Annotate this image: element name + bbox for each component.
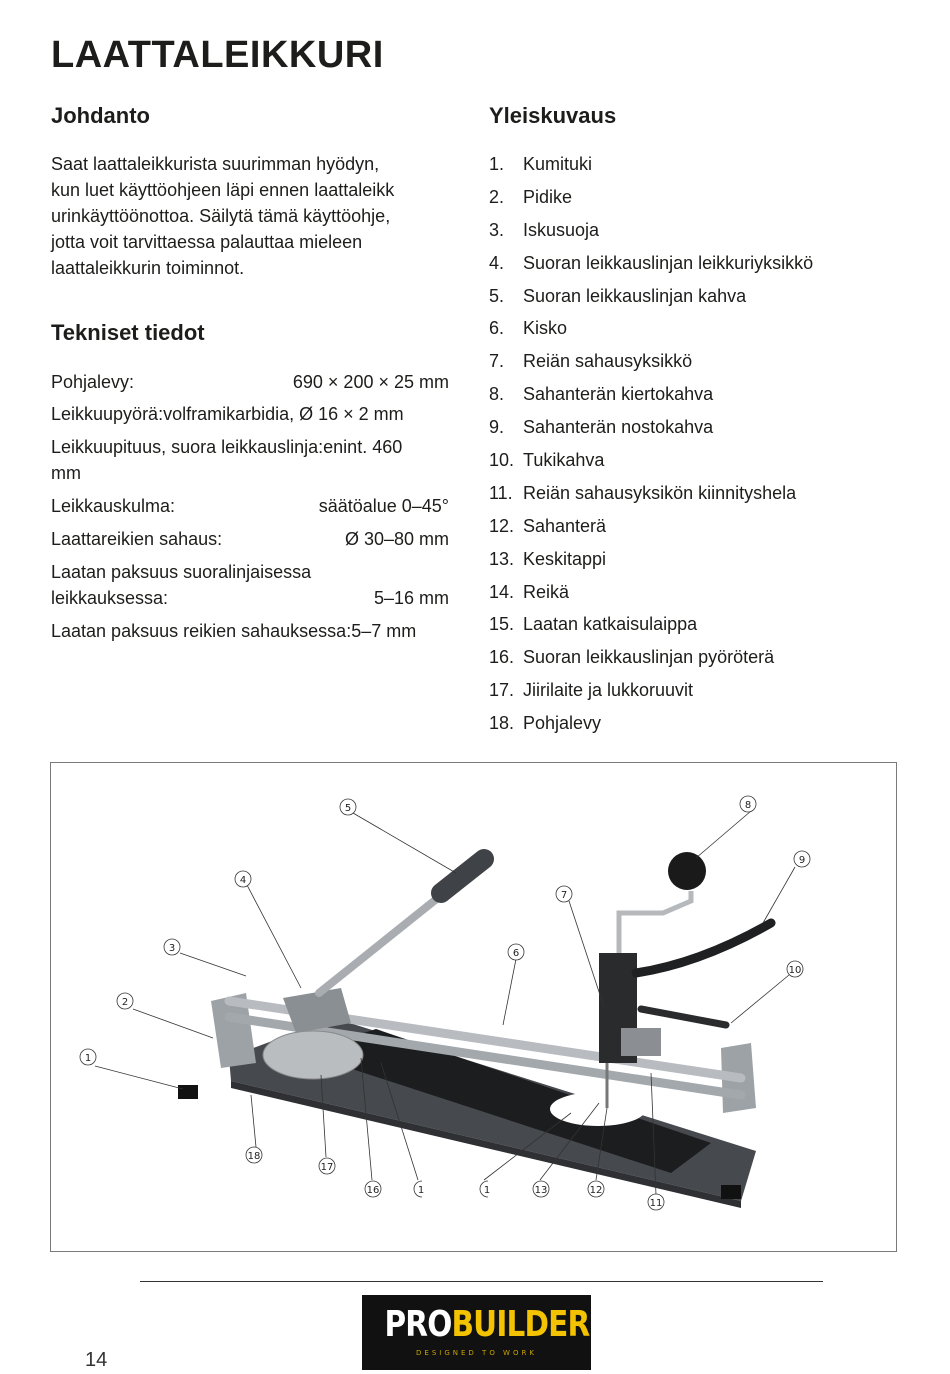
callout-11: [648, 1194, 664, 1210]
spec-label: Leikkuupituus, suora leikkauslinja:: [51, 437, 324, 457]
spec-row-hole-sawing: [51, 526, 449, 552]
callout-9: [794, 851, 810, 867]
callout-3: [164, 939, 180, 955]
spec-value: 5–16 mm: [373, 588, 449, 608]
callout-6: [508, 944, 524, 960]
callout-label: 5: [344, 803, 352, 814]
intro-line: laattaleikkurin toiminnot.: [51, 258, 245, 278]
callout-label: 16: [366, 1185, 380, 1196]
callout-label: 11: [649, 1198, 663, 1209]
spec-label: Leikkuupyörä:: [51, 404, 164, 424]
list-item: 3. Iskusuoja: [489, 219, 600, 240]
list-item: 2. Pidike: [489, 186, 573, 207]
logo-wordmark: PROBUILDER: [384, 1304, 590, 1345]
spec-row-base-plate: [51, 369, 449, 395]
spec-value: Ø 30–80 mm: [344, 529, 449, 549]
spec-row-cutting-angle: [51, 493, 449, 519]
callout-14-partial: [480, 1181, 490, 1197]
intro-line: jotta voit tarvittaessa palauttaa mieleen: [51, 232, 363, 252]
list-item: 16. Suoran leikkauslinjan pyöröterä: [489, 647, 775, 668]
list-item: 10. Tukikahva: [489, 450, 605, 471]
spec-value: säätöalue 0–45°: [318, 496, 449, 516]
spec-value: volframikarbidia, Ø 16 × 2 mm: [163, 404, 404, 424]
probuilder-logo: [362, 1295, 591, 1370]
spec-label: Laattareikien sahaus:: [51, 529, 223, 549]
callout-label: 6: [512, 948, 520, 959]
callout-16: [365, 1181, 381, 1197]
spec-value: enint. 460: [323, 437, 403, 457]
spec-label: Laatan paksuus reikien sahauksessa:: [51, 621, 352, 641]
callout-4: [235, 871, 251, 887]
intro-line: Saat laattaleikkurista suurimman hyödyn,: [51, 154, 380, 174]
callout-label: 3: [168, 943, 176, 954]
callout-1: [80, 1049, 96, 1065]
list-item: 15. Laatan katkaisulaippa: [489, 614, 698, 635]
intro-paragraph: [51, 151, 451, 281]
specs-heading: Tekniset tiedot: [51, 320, 205, 345]
callout-18: [246, 1147, 262, 1163]
callout-label: 2: [121, 997, 129, 1008]
list-item: 6. Kisko: [489, 318, 568, 339]
page-number: 14: [85, 1349, 108, 1371]
callout-label: 1: [483, 1185, 491, 1196]
figure-callouts: [51, 763, 898, 1253]
callout-13: [533, 1181, 549, 1197]
intro-line: kun luet käyttöohjeen läpi ennen laattaleikk: [51, 180, 395, 200]
list-item: 17. Jiirilaite ja lukkoruuvit: [489, 680, 694, 701]
spec-label: Pohjalevy:: [51, 372, 135, 392]
tile-cutter-figure: [50, 762, 897, 1252]
callout-label: 12: [589, 1185, 603, 1196]
callout-2: [117, 993, 133, 1009]
list-item: 9. Sahanterän nostokahva: [489, 417, 714, 438]
parts-list: [489, 150, 813, 742]
callout-label: 13: [534, 1185, 548, 1196]
list-item: 11. Reiän sahausyksikön kiinnityshela: [489, 482, 797, 503]
list-item: 13. Keskitappi: [489, 548, 607, 569]
overview-heading: Yleiskuvaus: [489, 103, 617, 128]
callout-label: 1: [417, 1185, 425, 1196]
spec-label: Laatan paksuus suoralinjaisessa: [51, 562, 312, 582]
spec-label: Leikkauskulma:: [51, 496, 176, 516]
list-item: 18. Pohjalevy: [489, 713, 602, 734]
intro-line: urinkäyttöönottoa. Säilytä tämä käyttöohje,: [51, 206, 391, 226]
list-item: 8. Sahanterän kiertokahva: [489, 384, 714, 405]
list-item: 7. Reiän sahausyksikkö: [489, 351, 693, 372]
logo-tagline: DESIGNED TO WORK: [416, 1349, 537, 1357]
list-item: 5. Suoran leikkauslinjan kahva: [489, 285, 747, 306]
spec-value: 5–7 mm: [351, 621, 417, 641]
list-item: 14. Reikä: [489, 581, 570, 602]
callout-17: [319, 1158, 335, 1174]
spec-label-continued: leikkauksessa:: [51, 588, 169, 608]
spec-value: 690 × 200 × 25 mm: [292, 372, 449, 392]
callout-label: 9: [798, 855, 806, 866]
list-item: 12. Sahanterä: [489, 515, 607, 536]
spec-row-cutting-wheel: [51, 401, 449, 427]
callout-label: 10: [788, 965, 802, 976]
page-title: LAATTALEIKKURI: [51, 34, 384, 76]
callout-label: 4: [239, 875, 247, 886]
spec-row-cutting-length: [51, 434, 449, 486]
callout-label: 7: [560, 890, 568, 901]
callout-label: 1: [84, 1053, 92, 1064]
callout-5: [340, 799, 356, 815]
callout-label: 17: [320, 1162, 334, 1173]
callout-12: [588, 1181, 604, 1197]
callout-7: [556, 886, 572, 902]
callout-15-partial: [414, 1181, 424, 1197]
spec-row-straight-thickness: [51, 559, 449, 611]
list-item: 4. Suoran leikkauslinjan leikkuriyksikkö: [489, 252, 814, 273]
spec-value-continued: mm: [51, 463, 81, 483]
callout-label: 8: [744, 800, 752, 811]
footer-divider: [140, 1281, 823, 1282]
callout-8: [740, 796, 756, 812]
callout-label: 18: [247, 1151, 261, 1162]
callout-10: [787, 961, 803, 977]
list-item: 1. Kumituki: [489, 154, 593, 174]
intro-heading: Johdanto: [51, 103, 150, 128]
spec-row-hole-thickness: [51, 618, 449, 644]
